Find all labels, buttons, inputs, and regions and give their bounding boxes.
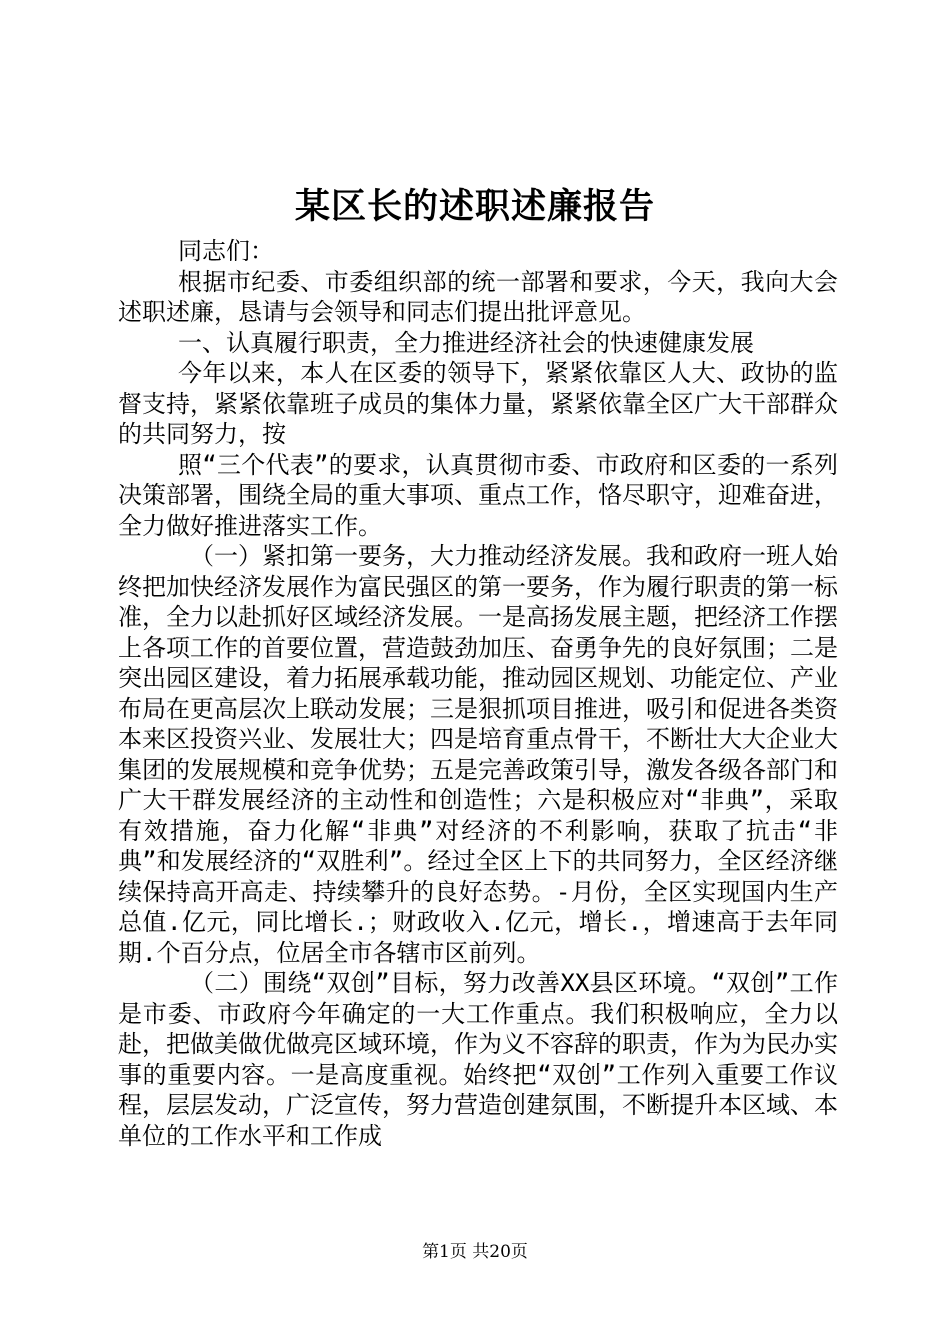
page-footer: 第1页 共20页	[422, 1242, 528, 1262]
section-heading: 一、认真履行职责，全力推进经济社会的快速健康发展	[178, 328, 754, 357]
subsection-paragraph: （二）围绕“双创”目标，努力改善XX县区环境。“双创”工作是市委、市政府今年确定的一大工作重点。我们积极响应，全力以赴，把做美做优做亮区域环境，作为义不容辞的职责，作为为民办实事的重要内容。一是高度重视。始终把“双创”工作列入重要工作议程，层层发动，广泛宣传，努力营造创建氛围，不断提升本区域、本单位的工作水平和工作成	[118, 969, 838, 1150]
salutation: 同志们：	[178, 237, 274, 265]
document-title: 某区长的述职述廉报告	[294, 186, 655, 227]
body-paragraph: 今年以来，本人在区委的领导下，紧紧依靠区人大、政协的监督支持，紧紧依靠班子成员的集体力量，紧紧依靠全区广大干部群众的共同努力，按	[118, 359, 838, 448]
subsection-paragraph: （一）紧扣第一要务，大力推动经济发展。我和政府一班人始终把加快经济发展作为富民强区的第一要务，作为履行职责的第一标准，全力以赴抓好区域经济发展。一是高扬发展主题，把经济工作摆上各项工作的首要位置，营造鼓劲加压、奋勇争先的良好氛围；二是突出园区建设，着力拓展承载功能，推动园区规划、功能定位、产业布局在更高层次上联动发展；三是狠抓项目推进，吸引和促进各类资本来区投资兴业、发展壮大；四是培育重点骨干，不断壮大大企业大集团的发展规模和竞争优势；五是完善政策引导，激发各级各部门和广大干群发展经济的主动性和创造性；六是积极应对“非典”，采取有效措施，奋力化解“非典”对经济的不利影响，获取了抗击“非典”和发展经济的“双胜利”。经过全区上下的共同努力，全区经济继续保持高开高走、持续攀升的良好态势。-月份，全区实现国内生产总值.亿元，同比增长.；财政收入.亿元，增长.，增速高于去年同期.个百分点，位居全市各辖市区前列。	[118, 542, 838, 967]
document-body	[118, 236, 838, 1151]
intro-paragraph: 根据市纪委、市委组织部的统一部署和要求，今天，我向大会述职述廉，恳请与会领导和同志们提出批评意见。	[118, 267, 838, 326]
body-paragraph: 照“三个代表”的要求，认真贯彻市委、市政府和区委的一系列决策部署，围绕全局的重大事项、重点工作，恪尽职守，迎难奋进，全力做好推进落实工作。	[118, 450, 838, 540]
